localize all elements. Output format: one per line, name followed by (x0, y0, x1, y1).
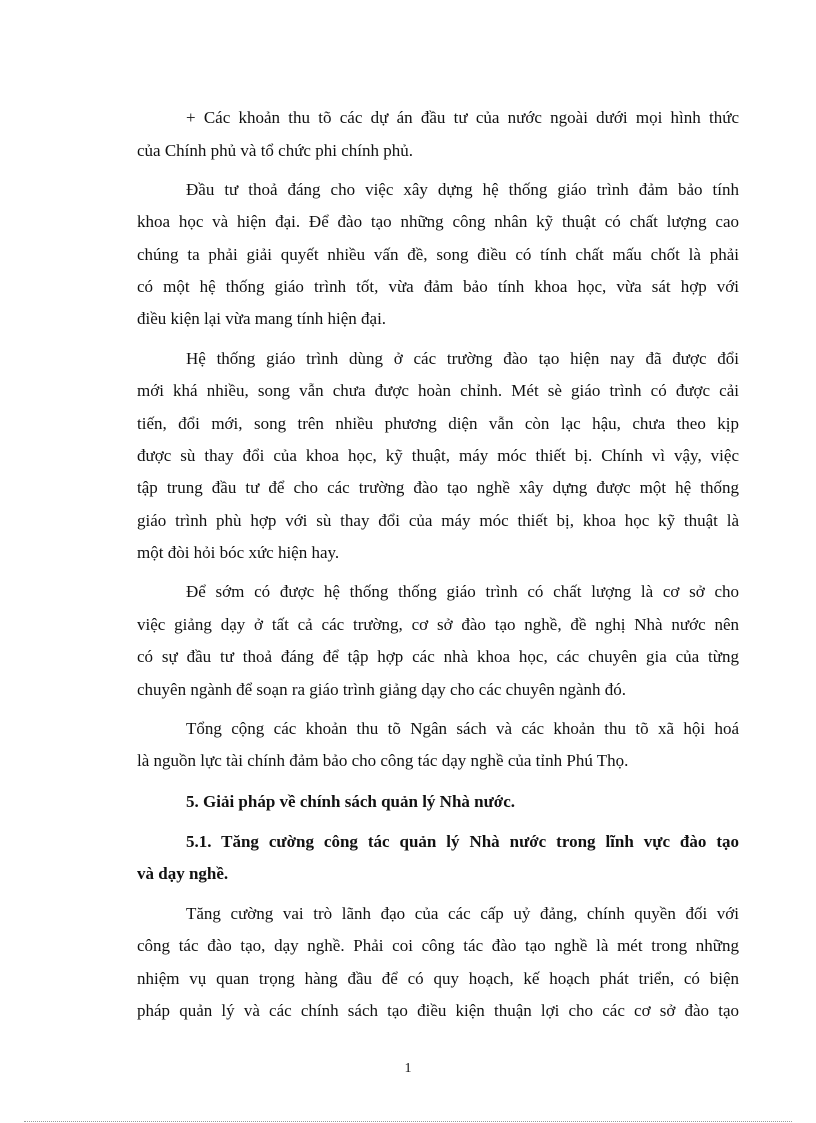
subsection-heading-continuation: và dạy nghề. (137, 864, 229, 883)
text-line: có sự đầu tư thoả đáng để tập hợp các nhà khoa học, các chuyên gia của từng (137, 647, 739, 666)
text-line: nhiệm vụ quan trọng hàng đầu để có quy hoạch, kế hoạch phát triển, có biện (137, 969, 739, 988)
text-line: Hệ thống giáo trình dùng ở các trường đào tạo hiện nay đã được đổi (186, 349, 739, 368)
text-line: giáo trình phù hợp với sù thay đổi của máy móc thiết bị, khoa học kỹ thuật là (137, 511, 739, 530)
text-line: việc giảng dạy ở tất cả các trường, cơ sở đào tạo nghề, đề nghị Nhà nước nên (137, 615, 739, 634)
text-line: chuyên ngành để soạn ra giáo trình giảng dạy cho các chuyên ngành đó. (137, 680, 627, 699)
page-bottom-rule (24, 1121, 792, 1122)
text-line: của Chính phủ và tổ chức phi chính phủ. (137, 141, 413, 160)
text-line: chúng ta phải giải quyết nhiều vấn đề, song điều có tính chất mấu chốt là phải (137, 245, 739, 264)
text-line: được sù thay đổi của khoa học, kỹ thuật, máy móc thiết bị. Chính vì vậy, việc (137, 446, 739, 465)
text-line: khoa học và hiện đại. Để đào tạo những công nhân kỹ thuật có chất lượng cao (137, 212, 739, 231)
page-number: 1 (404, 1061, 412, 1076)
text-line: mới khá nhiều, song vẫn chưa được hoàn chỉnh. Mét sè giáo trình có được cải (137, 381, 739, 400)
text-line: pháp quản lý và các chính sách tạo điều kiện thuận lợi cho các cơ sở đào tạo (137, 1001, 739, 1020)
text-line: + Các khoản thu tõ các dự án đầu tư của nước ngoài dưới mọi hình thức (186, 108, 739, 127)
text-line: điều kiện lại vừa mang tính hiện đại. (137, 309, 387, 328)
text-line: là nguồn lực tài chính đảm bảo cho công tác dạy nghề của tỉnh Phú Thọ. (137, 751, 629, 770)
text-line: Đầu tư thoả đáng cho việc xây dựng hệ thống giáo trình đảm bảo tính (186, 180, 739, 199)
text-line: Để sớm có được hệ thống thống giáo trình có chất lượng là cơ sở cho (186, 582, 739, 601)
text-line: tập trung đầu tư để cho các trường đào tạo nghề xây dựng được một hệ thống (137, 478, 739, 497)
text-line: Tăng cường vai trò lãnh đạo của các cấp uỷ đảng, chính quyền đối với (186, 904, 739, 923)
text-line: Tổng cộng các khoản thu tõ Ngân sách và các khoản thu tõ xã hội hoá (186, 719, 739, 738)
subsection-heading: 5.1. Tăng cường công tác quản lý Nhà nước trong lĩnh vực đào tạo (186, 832, 739, 851)
text-line: công tác đào tạo, dạy nghề. Phải coi công tác đào tạo nghề là mét trong những (137, 936, 739, 955)
section-heading: 5. Giải pháp về chính sách quản lý Nhà nước. (186, 792, 516, 811)
text-line: có một hệ thống giáo trình tốt, vừa đảm bảo tính khoa học, vừa sát hợp với (137, 277, 739, 296)
text-line: một đòi hỏi bóc xức hiện hay. (137, 543, 340, 562)
text-line: tiến, đổi mới, song trên nhiều phương diện vẫn còn lạc hậu, chưa theo kịp (137, 414, 739, 433)
